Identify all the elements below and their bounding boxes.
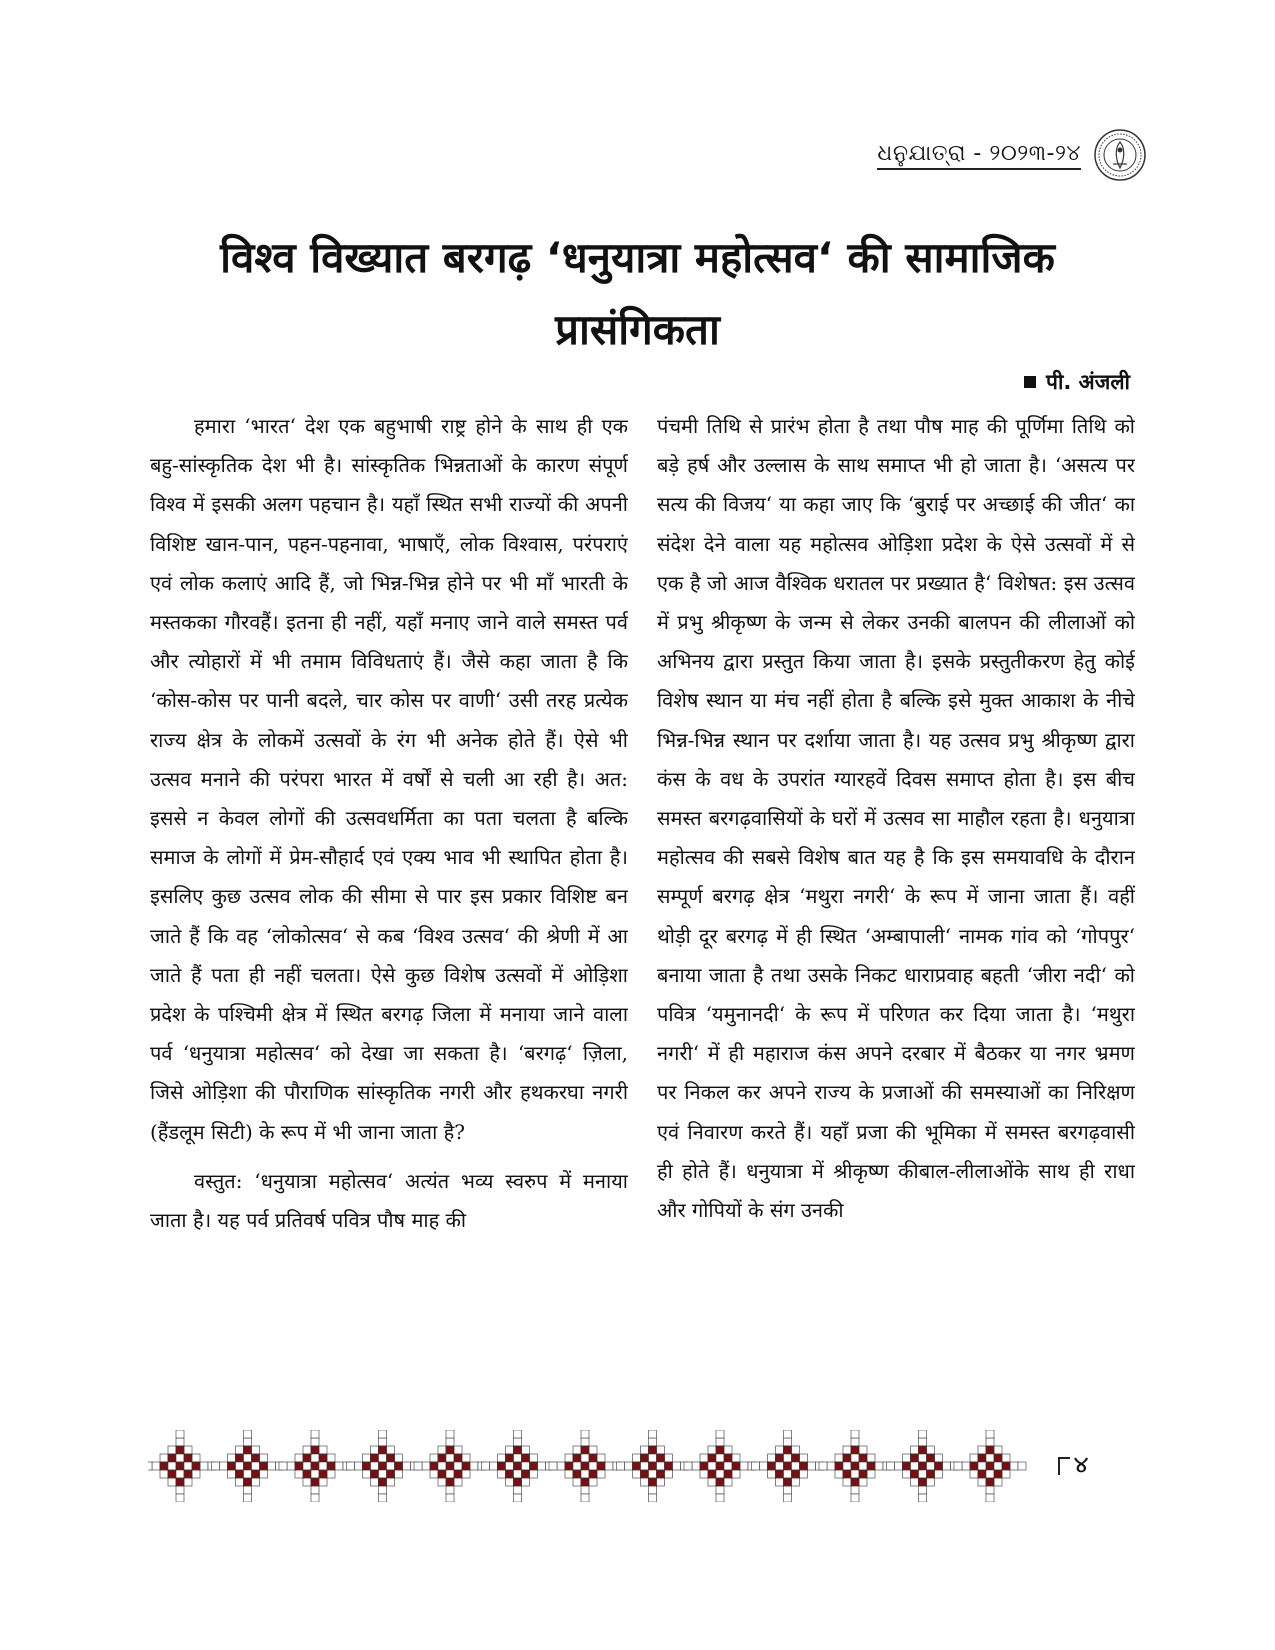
journal-tag: ଧନୁଯାତ୍ରା - ୨୦୨୩-୨୪ [877, 141, 1081, 170]
stitch-motif [212, 1430, 284, 1502]
journal-header [877, 128, 1147, 182]
title-line-2: प्रासंगिकता [555, 305, 720, 354]
stitch-motif [887, 1430, 959, 1502]
title-line-1: विश्व विख्यात बरगढ़ ‘धनुयात्रा महोत्सव‘ की सामाजिक [220, 233, 1055, 282]
paragraph: पंचमी तिथि से प्रारंभ होता है तथा पौष माह की पूर्णिमा तिथि को बड़े हर्ष और उल्लास के साथ समाप्त भी हो जाता है। ‘असत्य पर सत्य की विजय‘ या कहा जाए कि ‘बुराई पर अच्छाई की जीत‘ का संदेश देने वाला यह महोत्सव ओड़िशा प्रदेश के ऐसे उत्सवों में से एक है जो आज वैश्विक धरातल पर प्रख्यात है‘ विशेषत: इस उत्सव में प्रभु श्रीकृष्ण के जन्म से लेकर उनकी बालपन की लीलाओं को अभिनय द्वारा प्रस्तुत किया जाता है। इसके प्रस्तुतीकरण हेतु कोई विशेष स्थान या मंच नहीं होता है बल्कि इसे मुक्त आकाश के नीचे भिन्न-भिन्न स्थान पर दर्शाया जाता है। यह उत्सव प्रभु श्रीकृष्ण द्वारा कंस के वध के उपरांत ग्यारहवें दिवस समाप्त होता है। इस बीच समस्त बरगढ़वासियों के घरों में उत्सव सा माहौल रहता है। धनुयात्रा महोत्सव की सबसे विशेष बात यह है कि इस समयावधि के दौरान सम्पूर्ण बरगढ़ क्षेत्र ‘मथुरा नगरी‘ के रूप में जाना जाता हैं। वहीं थोड़ी दूर बरगढ़ में ही स्थित ‘अम्बापाली‘ नामक गांव को ‘गोपपुर‘ बनाया जाता है तथा उसके निकट धाराप्रवाह बहती ‘जीरा नदी‘ को पवित्र ‘यमुनानदी‘ के रूप में परिणत कर दिया जाता है। ‘मथुरा नगरी‘ में ही महाराज कंस अपने दरबार में बैठकर या नगर भ्रमण पर निकल कर अपने राज्य के प्रजाओं की समस्याओं का निरिक्षण एवं निवारण करते हैं। यहाँ प्रजा की भूमिका में समस्त बरगढ़वासी ही होते हैं। धनुयात्रा में श्रीकृष्ण कीबाल-लीलाओंके साथ ही राधा और गोपियों के संग उनकी [657, 414, 1135, 1223]
article-title [150, 222, 1125, 366]
stitch-motif [414, 1430, 486, 1502]
paragraph: हमारा ‘भारत‘ देश एक बहुभाषी राष्ट्र होने के साथ ही एक बहु-सांस्कृतिक देश भी है। सांस्कृतिक भिन्नताओं के कारण संपूर्ण विश्व में इसकी अलग पहचान है। यहाँ स्थित सभी राज्यों की अपनी विशिष्ट खान-पान, पहन-पहनावा, भाषाएँ, लोक विश्वास, परंपराएं एवं लोक कलाएं आदि हैं, जो भिन्न-भिन्न होने पर भी माँ भारती के मस्तकका गौरवहैं। इतना ही नहीं, यहाँ मनाए जाने वाले समस्त पर्व और त्योहारों में भी तमाम विविधताएं हैं। जैसे कहा जाता है कि ‘कोस-कोस पर पानी बदले, चार कोस पर वाणी‘ उसी तरह प्रत्येक राज्य क्षेत्र के लोकमें उत्सवों के रंग भी अनेक होते हैं। ऐसे भी उत्सव मनाने की परंपरा भारत में वर्षों से चली आ रही है। अत: इससे न केवल लोगों की उत्सवधर्मिता का पता चलता है बल्कि समाज के लोगों में प्रेम-सौहार्द एवं एक्य भाव भी स्थापित होता है। इसलिए कुछ उत्सव लोक की सीमा से पार इस प्रकार विशिष्ट बन जाते हैं कि वह ‘लोकोत्सव‘ से कब ‘विश्व उत्सव‘ की श्रेणी में आ जाते हैं पता ही नहीं चलता। ऐसे कुछ विशेष उत्सवों में ओड़िशा प्रदेश के पश्चिमी क्षेत्र में स्थित बरगढ़ जिला में मनाया जाने वाला पर्व ‘धनुयात्रा महोत्सव‘ को देखा जा सकता है। ‘बरगढ़‘ ज़िला, जिसे ओड़िशा की पौराणिक सांस्कृतिक नगरी और हथकरघा नगरी (हैंडलूम सिटी) के रूप में भी जाना जाता है? [150, 414, 628, 1144]
page-number [1058, 1453, 1088, 1478]
stitch-motif [549, 1430, 621, 1502]
stitch-motif [347, 1430, 419, 1502]
stitch-motif [819, 1430, 891, 1502]
stitch-motif [482, 1430, 554, 1502]
stitch-motif [954, 1430, 1026, 1502]
square-bullet-icon [1024, 376, 1036, 388]
stitch-motif [279, 1430, 351, 1502]
author-byline [1024, 368, 1130, 396]
stitch-motif [684, 1430, 756, 1502]
right-column [657, 407, 1135, 1407]
corner-mark-icon [1058, 1457, 1070, 1475]
emblem-seal-icon [1093, 128, 1147, 182]
page-number-text: ୪ [1074, 1453, 1089, 1478]
article-body [150, 407, 1135, 1407]
cross-stitch-border-icon [148, 1430, 1048, 1502]
stitch-motif [148, 1430, 216, 1502]
author-name: पी. अंजली [1046, 370, 1130, 394]
stitch-motif [617, 1430, 689, 1502]
paragraph: वस्तुत: ‘धनुयात्रा महोत्सव‘ अत्यंत भव्य स्वरुप में मनाया जाता है। यह पर्व प्रतिवर्ष पवित्र पौष माह की [150, 1168, 628, 1233]
stitch-motif [752, 1430, 824, 1502]
left-column [150, 407, 628, 1407]
